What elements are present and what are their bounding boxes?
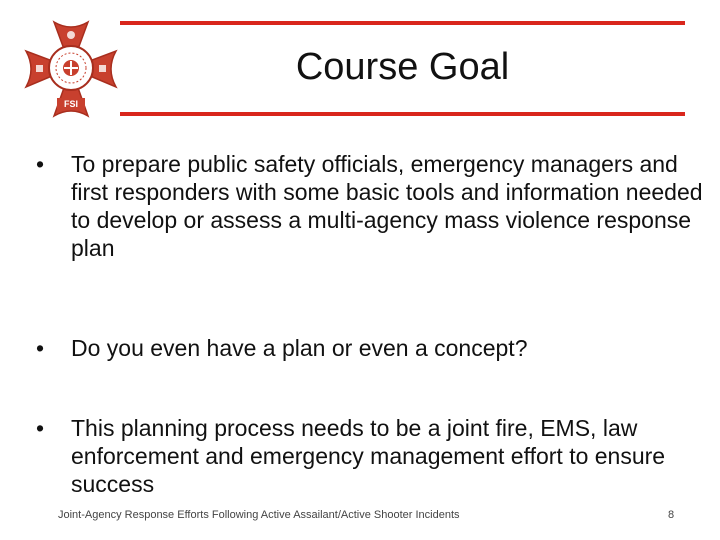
bullet-marker: •	[36, 415, 45, 441]
bullet-text: To prepare public safety officials, emergency managers and first responders with some basic tools and information needed to develop or assess a multi-agency mass violence response plan	[71, 151, 703, 261]
logo-text: FSI	[63, 99, 79, 109]
bullet-marker: •	[36, 151, 45, 177]
bullet-text: This planning process needs to be a joint fire, EMS, law enforcement and emergency management effort to ensure success	[71, 415, 666, 497]
bullet-item	[36, 414, 716, 498]
bullet-item	[36, 334, 716, 362]
title-top-rule	[120, 21, 685, 25]
maltese-cross-logo-icon	[24, 18, 118, 120]
title-bottom-rule	[120, 112, 685, 116]
slide-title: Course Goal	[295, 46, 510, 88]
maltese-cross-logo-svg	[24, 18, 118, 120]
slide-footer: Joint-Agency Response Efforts Following Active Assailant/Active Shooter Incidents	[58, 509, 460, 521]
bullet-text: Do you even have a plan or even a concept?	[71, 335, 528, 361]
bullet-item	[36, 150, 716, 262]
page-number: 8	[668, 509, 675, 521]
bullet-marker: •	[36, 335, 45, 361]
